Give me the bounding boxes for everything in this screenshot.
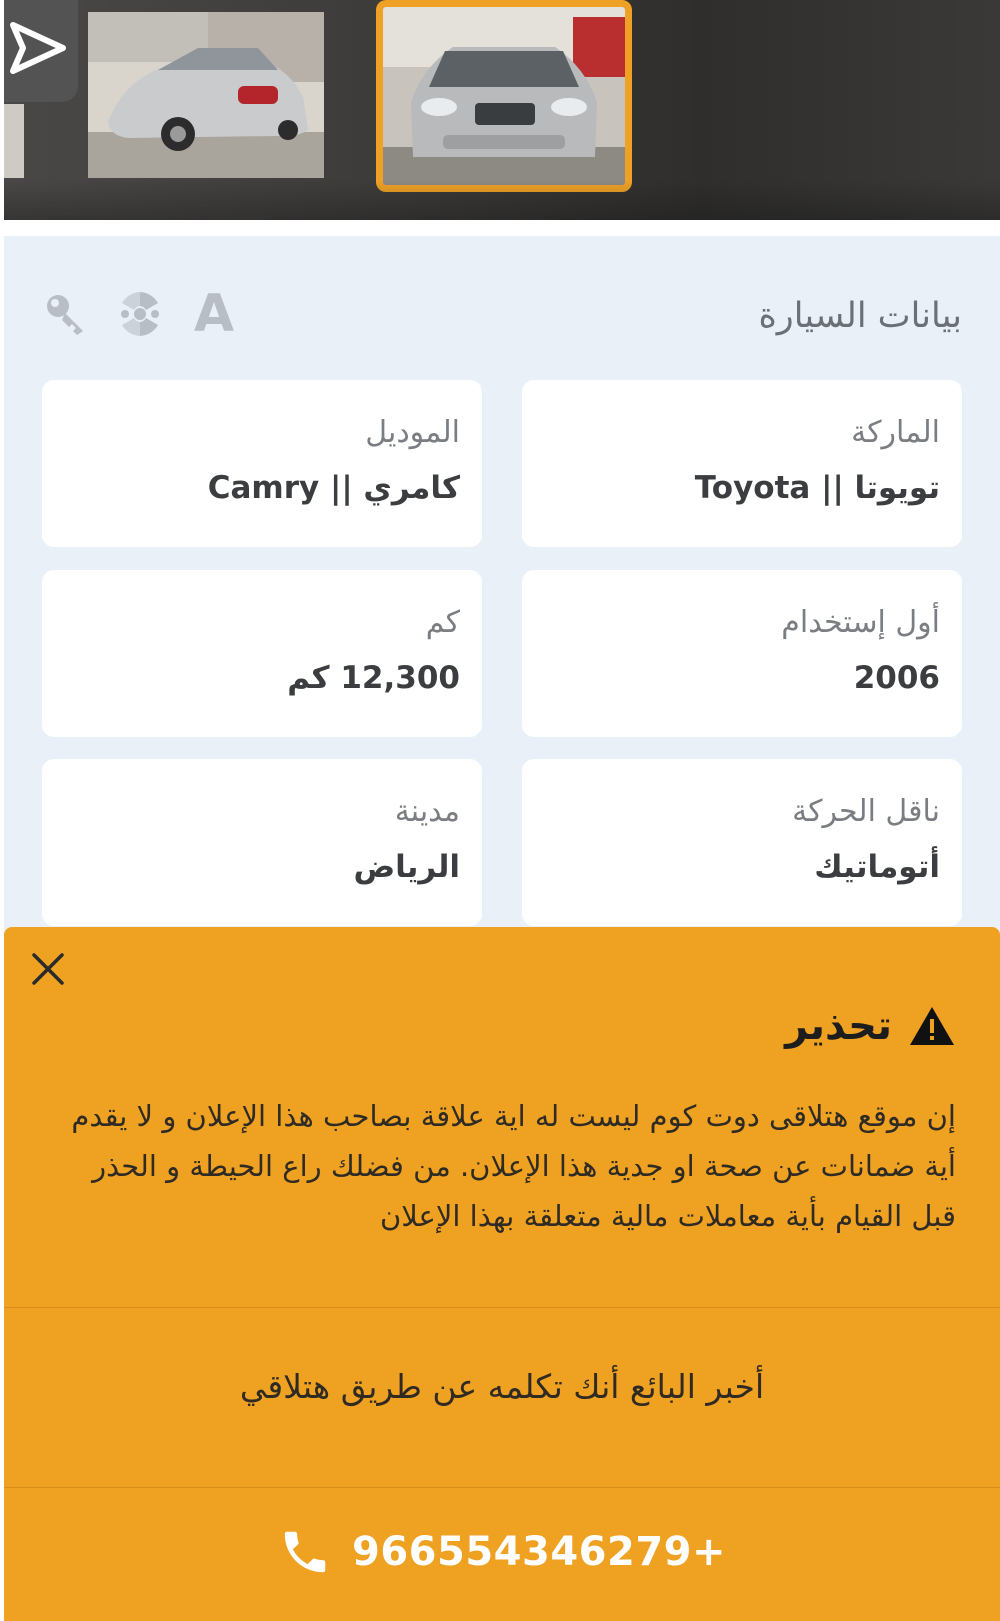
font-size-label: A: [193, 284, 235, 344]
key-icon[interactable]: [42, 288, 90, 340]
close-icon: [30, 951, 66, 987]
warning-sheet: [4, 927, 1000, 1621]
warning-triangle-icon: [908, 1005, 956, 1047]
field-value: تويوتا || Toyota: [694, 470, 940, 506]
share-button[interactable]: [4, 0, 78, 102]
tell-seller-text: أخبر البائع أنك تكلمه عن طريق هتلاقي: [239, 1367, 765, 1406]
gallery-thumbnail-partial[interactable]: [4, 104, 24, 178]
field-card-model: [42, 380, 482, 547]
section-title: بيانات السيارة: [758, 296, 962, 336]
field-card-brand: [522, 380, 962, 547]
field-card-city: [42, 759, 482, 926]
field-value: 12,300 كم: [287, 660, 460, 696]
field-value: 2006: [853, 660, 940, 696]
car-rear-photo: [88, 12, 324, 178]
share-arrow-icon: [9, 19, 67, 77]
warning-header: [785, 1003, 956, 1049]
field-value: كامري || Camry: [207, 470, 460, 506]
gallery-thumbnail[interactable]: [88, 12, 324, 178]
car-details-section: [4, 236, 1000, 936]
gallery-thumbnail-selected[interactable]: [376, 0, 632, 192]
divider: [4, 1307, 1000, 1308]
field-value: الرياض: [353, 849, 460, 885]
field-label: أول إستخدام: [781, 605, 940, 640]
font-size-icon[interactable]: [190, 284, 238, 344]
car-front-photo: [383, 7, 625, 185]
field-label: مدينة: [394, 794, 460, 829]
call-button[interactable]: [4, 1525, 1000, 1579]
field-card-km: [42, 570, 482, 737]
phone-icon: [278, 1525, 332, 1579]
field-value: أتوماتيك: [814, 849, 940, 885]
divider: [4, 1487, 1000, 1488]
image-gallery[interactable]: [4, 0, 1000, 220]
hazard-icon[interactable]: [116, 288, 164, 340]
field-card-first-use: [522, 570, 962, 737]
field-label: كم: [425, 605, 460, 640]
warning-text: إن موقع هتلاقى دوت كوم ليست له اية علاقة بصاحب هذا الإعلان و لا يقدم أية ضمانات عن صحة او جدية هذا الإعلان. من فضلك راع الحيطة و الحذر قبل القيام بأية معاملات مالية متعلقة بهذا الإعلان: [71, 1099, 956, 1233]
tools-row: [42, 284, 238, 344]
warning-title: تحذير: [785, 1003, 892, 1049]
phone-number[interactable]: 966554346279+: [352, 1529, 726, 1575]
field-label: الموديل: [365, 415, 460, 450]
field-label: الماركة: [851, 415, 940, 450]
field-card-transmission: [522, 759, 962, 926]
field-label: ناقل الحركة: [792, 794, 940, 829]
close-button[interactable]: [26, 947, 70, 991]
